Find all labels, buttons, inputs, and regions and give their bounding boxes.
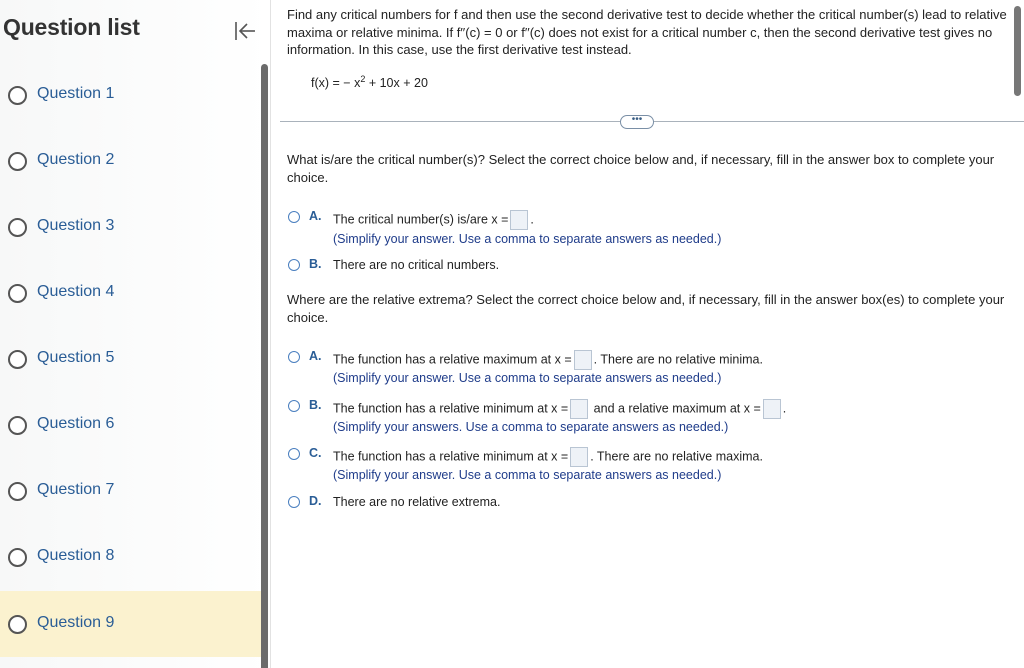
question-panel — [270, 0, 1024, 668]
function-lhs: f(x) = − x — [311, 76, 361, 91]
choice-radio[interactable] — [288, 211, 300, 223]
answer-box[interactable] — [570, 399, 588, 419]
question-item-3[interactable] — [0, 194, 260, 260]
choice-text: The function has a relative minimum at x = . There are no relative maxima. — [333, 447, 763, 467]
choice-letter: B. — [309, 257, 322, 271]
choice-text: The function has a relative minimum at x = and a relative maximum at x = . — [333, 399, 786, 419]
choice-letter: C. — [309, 446, 322, 460]
choice-letter: A. — [309, 349, 322, 363]
choice-text: The function has a relative maximum at x = . There are no relative minima. — [333, 350, 763, 370]
problem-instructions: Find any critical numbers for f and then use the second derivative test to decide whether the critical number(s) lead to relative maxima or relative minima. If f′′(c) = 0 or f′′(c) does not exist for a critical number c, then the second derivative test gives no information. In this case, use the first derivative test instead. — [287, 7, 1007, 57]
question-label: Question 3 — [37, 217, 115, 234]
sidebar-title: Question list — [3, 14, 140, 40]
question-label: Question 2 — [37, 151, 115, 168]
answer-box[interactable] — [763, 399, 781, 419]
question-item-6[interactable] — [0, 392, 260, 458]
radio-icon — [8, 416, 27, 435]
choice-radio[interactable] — [288, 259, 300, 271]
question-label: Question 1 — [37, 85, 115, 102]
part1-a-hint: (Simplify your answer. Use a comma to separate answers as needed.) — [333, 232, 722, 246]
choice-radio[interactable] — [288, 400, 300, 412]
part1-prompt: What is/are the critical number(s)? Select the correct choice below and, if necessary, fill in the answer box to complete your choice. — [287, 152, 995, 185]
part2-choice-d[interactable] — [288, 494, 1008, 514]
question-item-9[interactable] — [0, 591, 268, 657]
question-item-4[interactable] — [0, 260, 260, 326]
question-label: Question 9 — [37, 614, 115, 631]
part2-c-hint: (Simplify your answer. Use a comma to separate answers as needed.) — [333, 468, 722, 482]
question-item-5[interactable] — [0, 326, 260, 392]
question-label: Question 7 — [37, 481, 115, 498]
choice-letter: A. — [309, 209, 322, 223]
function-exponent: 2 — [360, 74, 366, 84]
radio-icon — [8, 482, 27, 501]
choice-text: There are no critical numbers. — [333, 258, 500, 272]
main-scrollbar[interactable] — [1014, 6, 1021, 96]
part2-b-hint: (Simplify your answers. Use a comma to separate answers as needed.) — [333, 420, 729, 434]
part2-choice-a[interactable] — [288, 349, 1008, 369]
question-item-2[interactable] — [0, 128, 260, 194]
question-label: Question 4 — [37, 283, 115, 300]
question-item-8[interactable] — [0, 524, 260, 590]
question-label: Question 8 — [37, 547, 115, 564]
more-button[interactable]: ••• — [620, 115, 654, 129]
question-label: Question 6 — [37, 415, 115, 432]
collapse-sidebar-button[interactable] — [230, 18, 260, 44]
radio-icon — [8, 350, 27, 369]
choice-letter: B. — [309, 398, 322, 412]
question-label: Question 5 — [37, 349, 115, 366]
answer-box[interactable] — [574, 350, 592, 370]
part2-choice-c[interactable] — [288, 446, 1008, 466]
sidebar-scrollbar[interactable] — [261, 64, 268, 668]
radio-icon — [8, 615, 27, 634]
answer-box[interactable] — [510, 210, 528, 230]
question-item-7[interactable] — [0, 458, 260, 524]
part2-a-hint: (Simplify your answer. Use a comma to separate answers as needed.) — [333, 371, 722, 385]
part2-prompt: Where are the relative extrema? Select the correct choice below and, if necessary, fill in the answer box(es) to complete your choice. — [287, 292, 1005, 325]
radio-icon — [8, 86, 27, 105]
choice-radio[interactable] — [288, 496, 300, 508]
answer-box[interactable] — [570, 447, 588, 467]
question-list-sidebar — [0, 0, 271, 668]
radio-icon — [8, 284, 27, 303]
collapse-left-icon — [230, 18, 260, 44]
choice-text: The critical number(s) is/are x = . — [333, 210, 534, 230]
radio-icon — [8, 548, 27, 567]
part2-choice-b[interactable] — [288, 398, 1008, 418]
function-rhs: + 10x + 20 — [365, 76, 428, 91]
choice-letter: D. — [309, 494, 322, 508]
question-item-1[interactable] — [0, 62, 260, 128]
radio-icon — [8, 218, 27, 237]
choice-radio[interactable] — [288, 351, 300, 363]
choice-text: There are no relative extrema. — [333, 495, 501, 509]
part1-choice-b[interactable] — [288, 257, 1008, 277]
radio-icon — [8, 152, 27, 171]
choice-radio[interactable] — [288, 448, 300, 460]
function-definition — [311, 74, 428, 90]
part1-choice-a[interactable] — [288, 209, 1008, 229]
